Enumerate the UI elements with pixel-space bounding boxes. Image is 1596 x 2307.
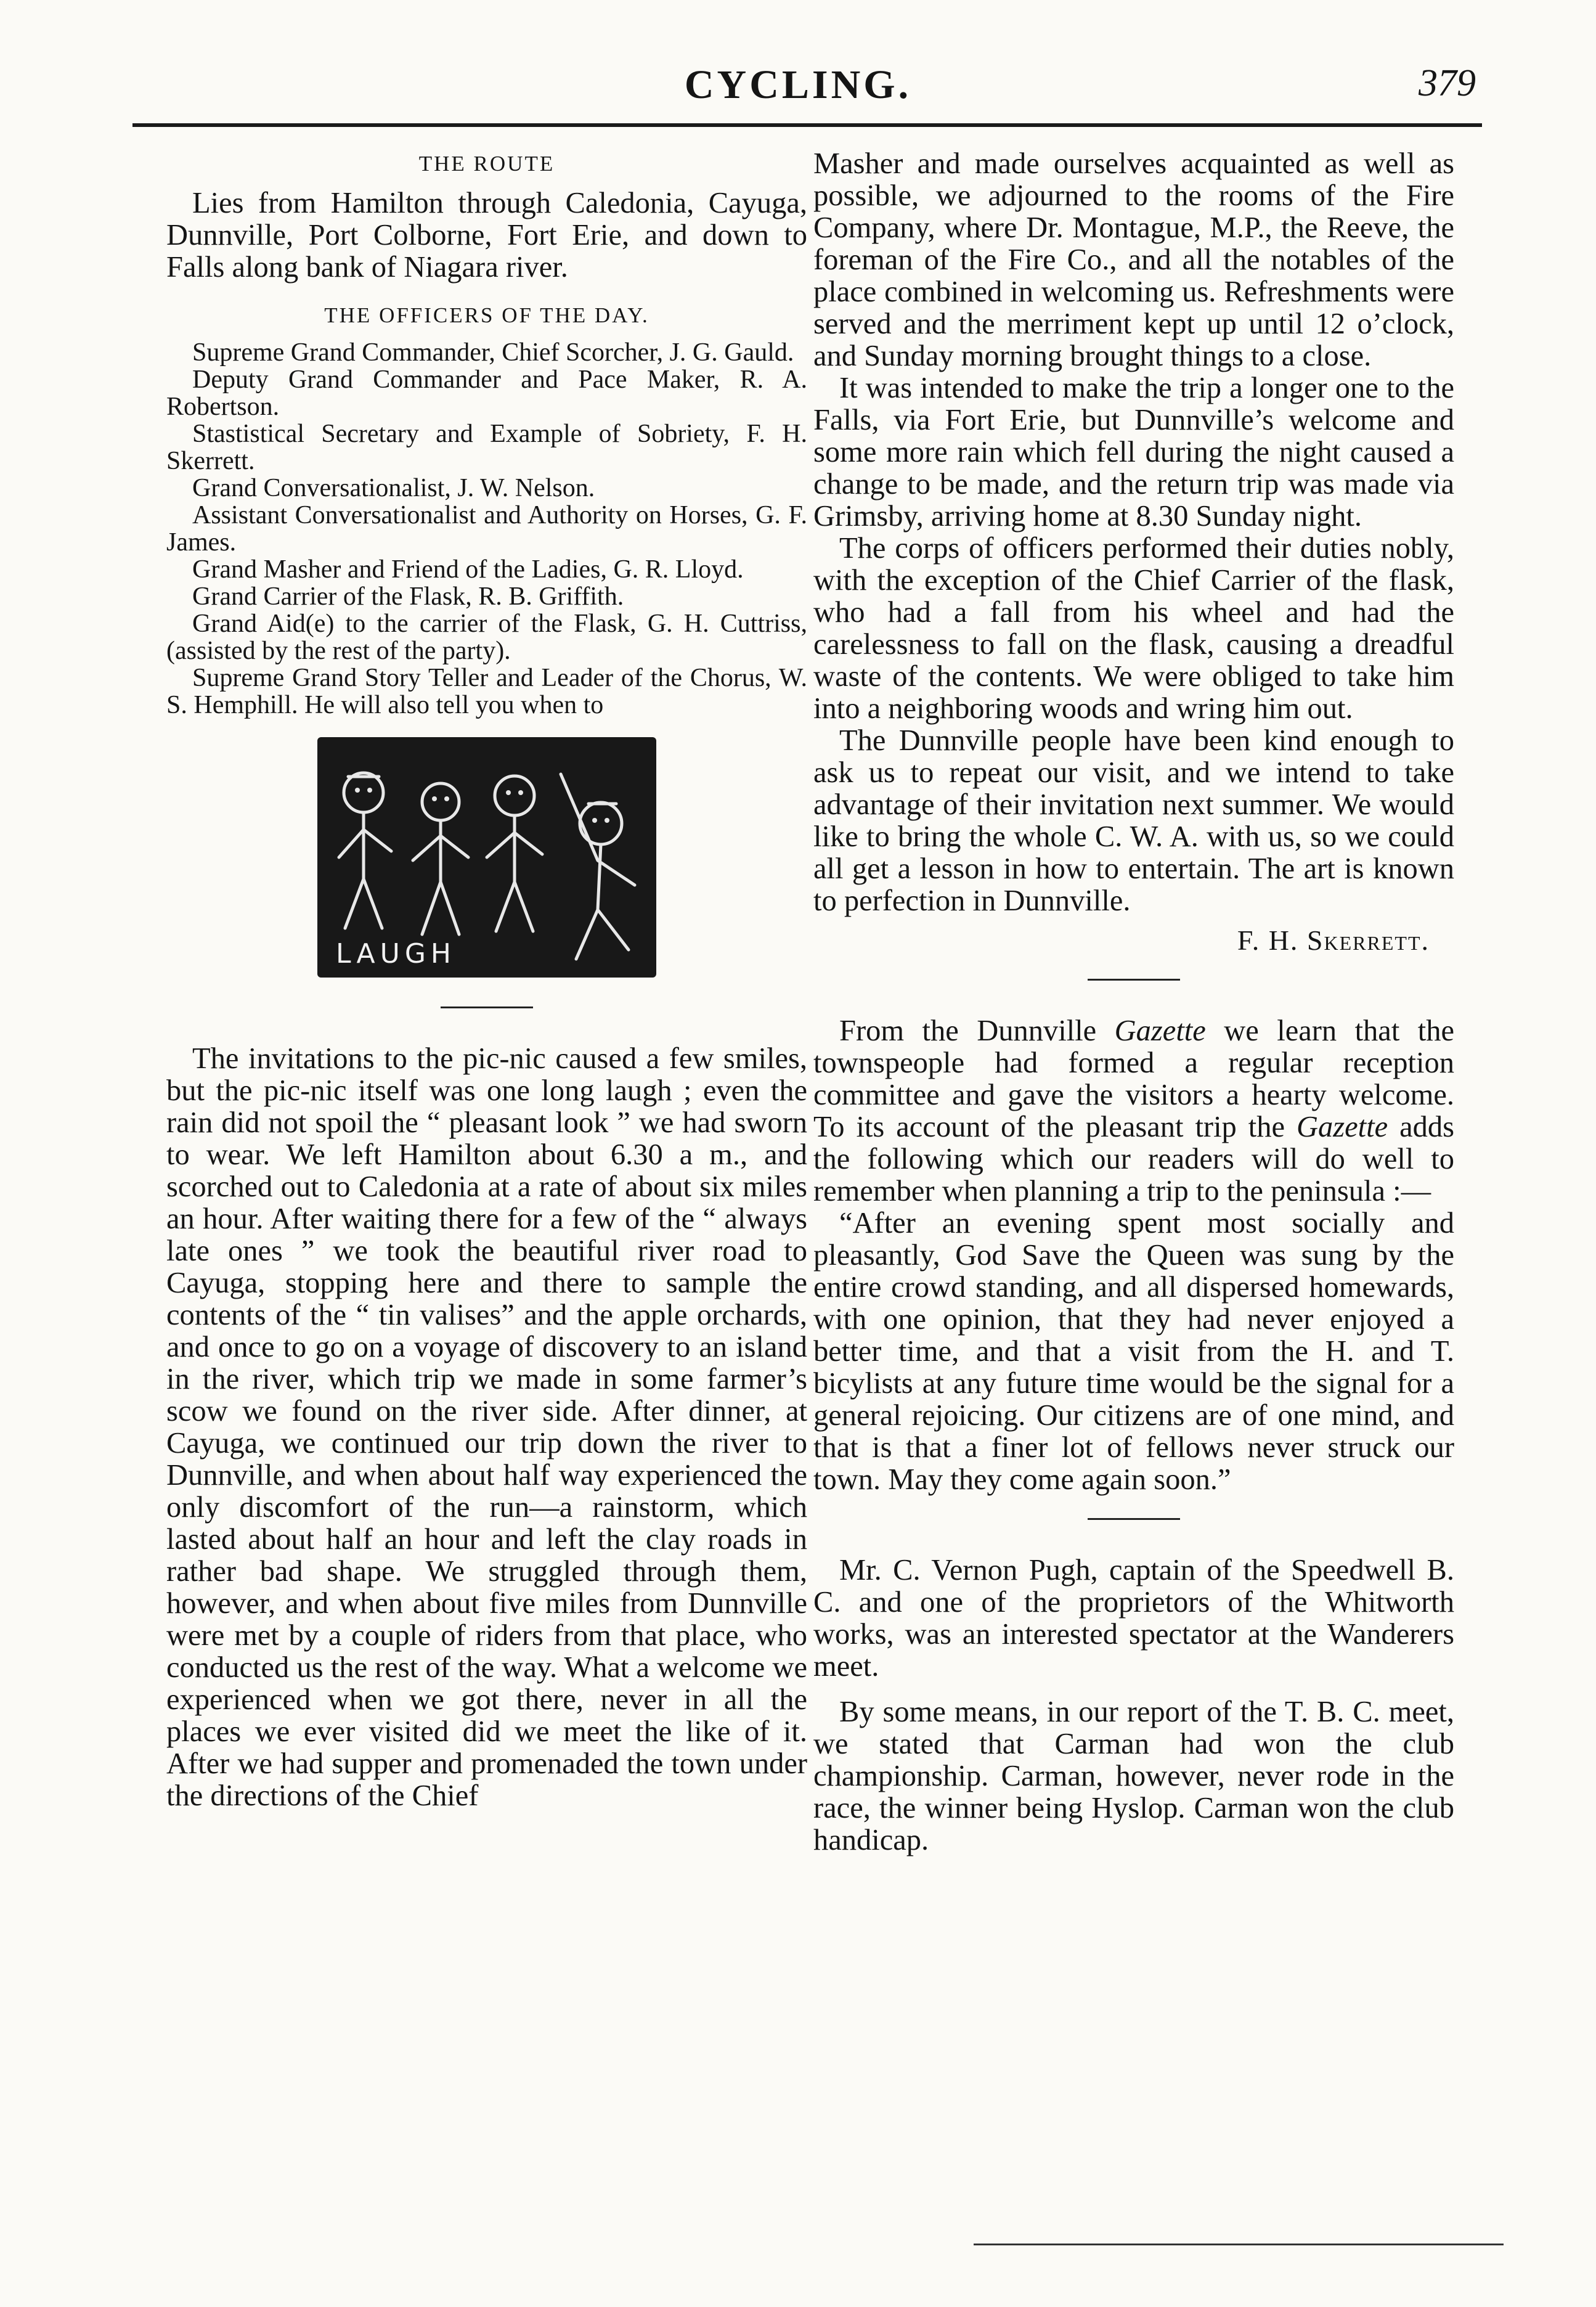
officer-entry: Grand Masher and Friend of the Ladies, G. R. Lloyd. [192, 555, 744, 584]
gazette-quote: “After an evening spent most socially and pleasantly, God Save the Queen was sung by the entire crowd standing, and all dispersed homewards, with one opinion, that they had never enjoyed a better time, and that a visit from the H. and T. bicylists at any future time would be the signal for a general rejoicing. Our citizens are of one mind, and that is that a finer lot of fellows never struck our town. May they come again soon.” [813, 1207, 1454, 1496]
gazette-title: Gazette [1114, 1015, 1206, 1047]
left-column [166, 148, 807, 1812]
page-number: 379 [1419, 62, 1476, 104]
right-column [813, 148, 1454, 1856]
footer-rule [974, 2244, 1504, 2245]
story-paragraph: The corps of officers performed their duties nobly, with the exception of the Chief Carrier of the flask, who had a fall from his wheel and had the carelessness to fall on the flask, causing a dreadful waste of the contents. We were obliged to take him into a neighboring woods and wring him out. [813, 532, 1454, 725]
officers-list [166, 339, 807, 719]
officer-entry: Supreme Grand Commander, Chief Scorcher, J. G. Gauld. [192, 338, 794, 367]
correction-paragraph: By some means, in our report of the T. B. C. meet, we stated that Carman had won the club championship. Carman, however, never rode in the race, the winner being Hyslop. Carman won the club handicap. [813, 1696, 1454, 1856]
story-paragraph: The Dunnville people have been kind enough to ask us to repeat our visit, and we intend to take advantage of their invitation next summer. We would like to bring the whole C. W. A. with us, so we could all get a lesson in how to entertain. The art is known to perfection in Dunnville. [813, 724, 1454, 917]
illustration-caption: LAUGH [336, 938, 457, 970]
gazette-intro-paragraph [813, 1015, 1454, 1207]
route-heading: THE ROUTE [418, 152, 555, 176]
laughing-figures-illustration [317, 737, 656, 978]
officer-entry: Grand Carrier of the Flask, R. B. Griffith. [192, 582, 624, 611]
gazette-text: From the Dunnville [839, 1015, 1115, 1047]
route-text: Lies from Hamilton through Caledonia, Cayuga, Dunnville, Port Colborne, Fort Erie, and down to Falls along bank of Niagara river. [166, 187, 807, 284]
gazette-title: Gazette [1296, 1111, 1388, 1143]
story-paragraph: The invitations to the pic-nic caused a few smiles, but the pic-nic itself was one long laugh ; even the rain did not spoil the “ pleasant look ” we had sworn to wear. We left Hamilton about 6.30 a m., and scorched out to Caledonia at a rate of about six miles an hour. After waiting there for a few of the “ always late ones ” we took the beautiful river road to Cayuga, stopping here and there to sample the contents of the “ tin valises” and the apple orchards, and once to go on a voyage of discovery to an island in the river, which trip we made in some farmer’s scow we found on the river side. After dinner, at Cayuga, we continued our trip down the river to Dunnville, and when about half way experienced the only discomfort of the run—a rainstorm, which lasted about half an hour and left the clay roads in rather bad shape. We struggled through them, however, and when about five miles from Dunnville were met by a couple of riders from that place, who conducted us the rest of the way. What a welcome we experienced when we got there, never in all the places we ever visited did we meet the like of it. After we had supper and promenaded the town under the directions of the Chief [166, 1042, 807, 1812]
header-rule [132, 123, 1482, 127]
gazette-text: we learn that the townspeople had formed a regular reception committee and gave the visitors a hearty welcome. To its account of the pleasant trip the [813, 1015, 1454, 1143]
officer-entry: Supreme Grand Story Teller and Leader of the Chorus, W. S. Hemphill. He will also tell you when to [166, 664, 807, 719]
journal-title: CYCLING. [684, 62, 912, 107]
officer-entry: Grand Conversationalist, J. W. Nelson. [192, 474, 595, 502]
section-divider [1088, 979, 1180, 981]
officer-entry: Assistant Conversationalist and Authority on Horses, G. F. James. [166, 501, 807, 557]
pugh-paragraph: Mr. C. Vernon Pugh, captain of the Speedwell B. C. and one of the proprietors of the Whitworth works, was an interested spectator at the Wanderers meet. [813, 1554, 1454, 1683]
officer-entry: Stastistical Secretary and Example of Sobriety, F. H. Skerrett. [166, 420, 807, 475]
officer-entry: Grand Aid(e) to the carrier of the Flask, G. H. Cuttriss, (assisted by the rest of the party). [166, 610, 807, 665]
author-signature: F. H. Skerrett. [1237, 925, 1430, 956]
gazette-text: adds the following which our readers will do well to remember when planning a trip to the peninsula :— [813, 1111, 1455, 1207]
masthead [0, 55, 1596, 123]
section-divider [1088, 1518, 1180, 1520]
officers-heading: THE OFFICERS OF THE DAY. [324, 303, 649, 327]
officer-entry: Deputy Grand Commander and Pace Maker, R. A. Robertson. [166, 365, 807, 421]
section-divider [441, 1007, 533, 1008]
story-paragraph: It was intended to make the trip a longer one to the Falls, via Fort Erie, but Dunnville’s welcome and some more rain which fell during the night caused a change to be made, and the return trip was made via Grimsby, arriving home at 8.30 Sunday night. [813, 372, 1454, 533]
story-continuation: Masher and made ourselves acquainted as well as possible, we adjourned to the rooms of the Fire Company, where Dr. Montague, M.P., the Reeve, the foreman of the Fire Co., and all the notables of the place combined in welcoming us. Refreshments were served and the merriment kept up until 12 o’clock, and Sunday morning brought things to a close. [813, 147, 1454, 372]
